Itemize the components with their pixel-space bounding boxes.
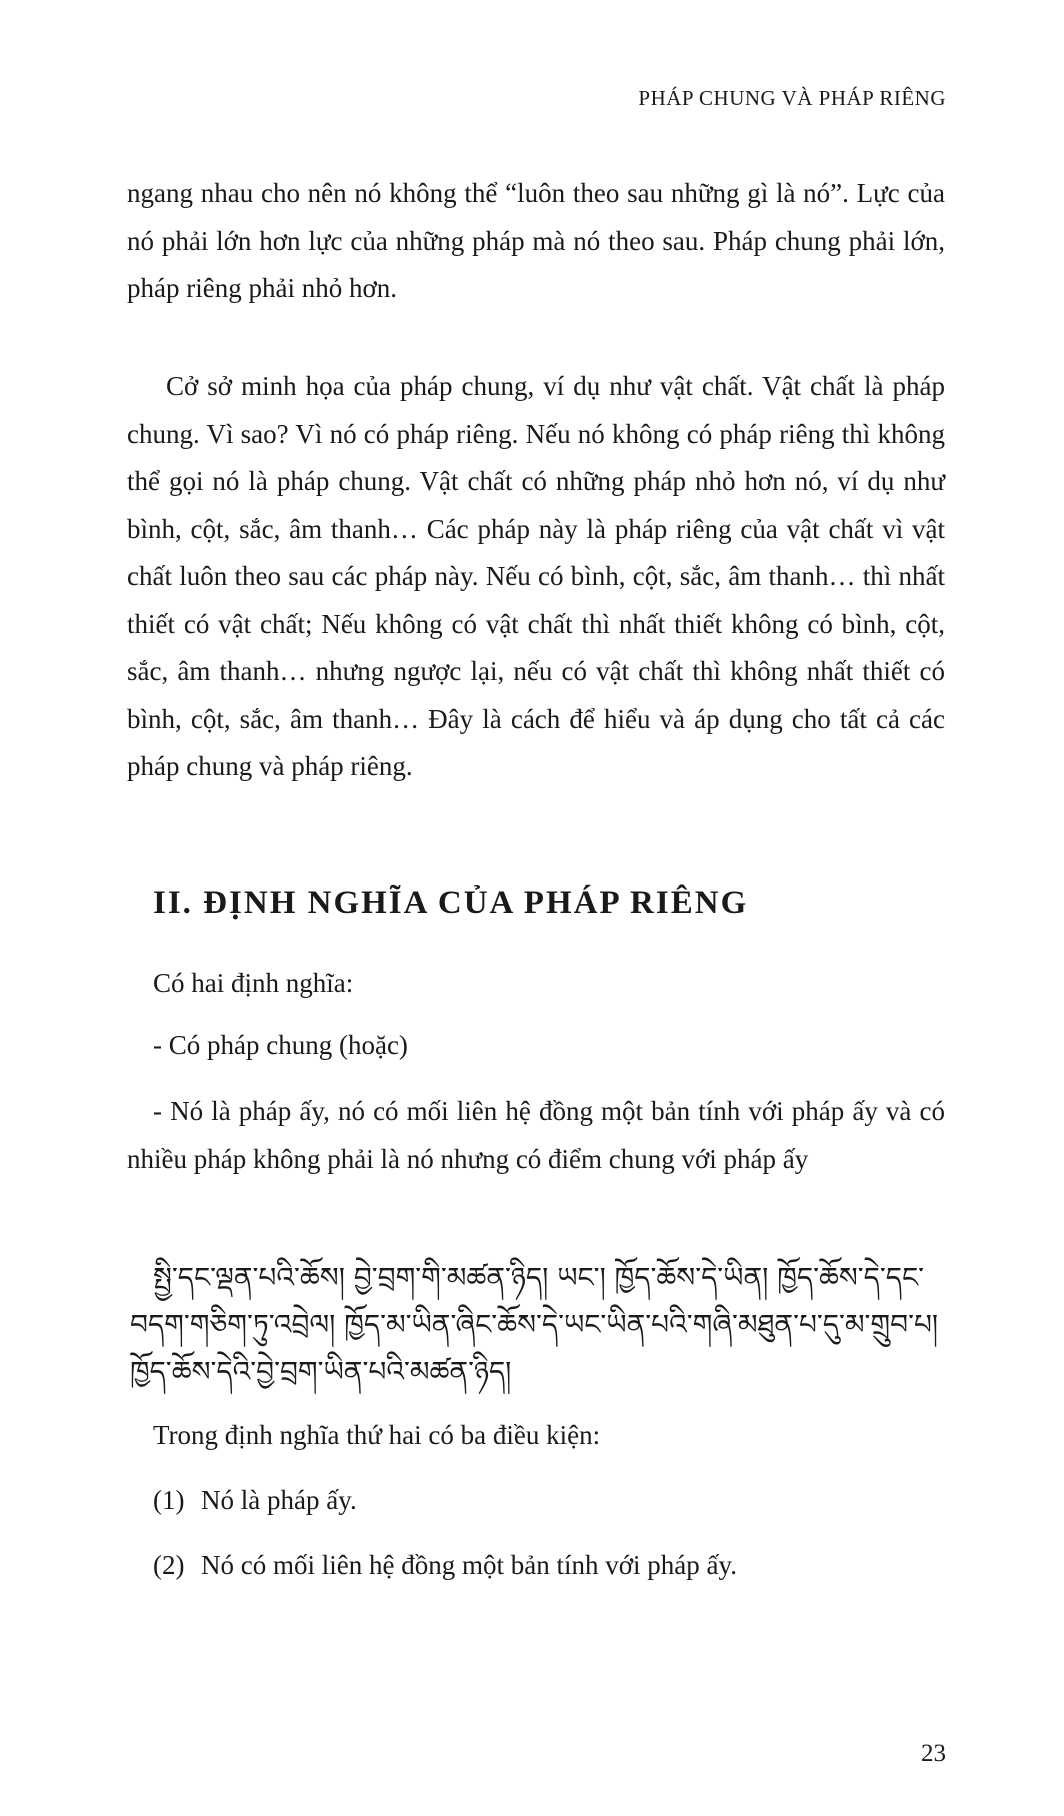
paragraph-text: Cở sở minh họa của pháp chung, ví dụ như vật chất. Vật chất là pháp chung. Vì sao? Vì nó có pháp riêng. Nếu nó không có pháp riêng thì không thể gọi nó là pháp chung. Vật chất có những pháp nhỏ hơn nó, ví dụ như bình, cột, sắc, âm thanh… Các pháp này là pháp riêng của vật chất vì vật chất luôn theo sau các pháp này. Nếu có bình, cột, sắc, âm thanh… thì nhất thiết có vật chất; Nếu không có vật chất thì nhất thiết không có bình, cột, sắc, âm thanh… nhưng ngược lại, nếu có vật chất thì không nhất thiết có bình, cột, sắc, âm thanh… Đây là cách để hiểu và áp dụng cho tất cả các pháp chung và pháp riêng. bbox=[127, 371, 945, 781]
condition-number: (1) bbox=[153, 1485, 185, 1515]
condition-number: (2) bbox=[153, 1550, 185, 1580]
condition-text: Nó có mối liên hệ đồng một bản tính với pháp ấy. bbox=[201, 1550, 737, 1580]
definition-item-1: - Có pháp chung (hoặc) bbox=[153, 1030, 408, 1060]
condition-item-2 bbox=[153, 1550, 737, 1581]
running-head: PHÁP CHUNG VÀ PHÁP RIÊNG bbox=[638, 86, 946, 110]
condition-text: Nó là pháp ấy. bbox=[201, 1485, 357, 1515]
tibetan-definition: སྤྱི་དང་ལྡན་པའི་ཆོས། བྱེ་བྲག་གི་མཚན་ཉིད། ཡང་། ཁྱོད་ཆོས་དེ་ཡིན། ཁྱོད་ཆོས་དེ་དང་བདག་གཅིག་ཏུ་འབྲེལ། ཁྱོད་མ་ཡིན་ཞིང་ཆོས་དེ་ཡང་ཡིན་པའི་གཞི་མཐུན་པ་དུ་མ་གྲུབ་པ། ཁྱོད་ཆོས་དེའི་བྱེ་བྲག་ཡིན་པའི་མཚན་ཉིད། bbox=[130, 1261, 939, 1388]
page-number: 23 bbox=[921, 1740, 946, 1767]
paragraph-example bbox=[127, 363, 945, 791]
definition-item-2: - Nó là pháp ấy, nó có mối liên hệ đồng một bản tính với pháp ấy và có nhiều pháp không phải là nó nhưng có điểm chung với pháp ấy bbox=[127, 1096, 945, 1174]
condition-item-1 bbox=[153, 1485, 357, 1516]
section-heading: II. ĐỊNH NGHĨA CỦA PHÁP RIÊNG bbox=[153, 885, 749, 921]
definition-intro: Có hai định nghĩa: bbox=[153, 968, 354, 998]
paragraph-continued bbox=[127, 170, 945, 313]
conditions-intro: Trong định nghĩa thứ hai có ba điều kiện: bbox=[153, 1420, 601, 1450]
paragraph-text: ngang nhau cho nên nó không thể “luôn theo sau những gì là nó”. Lực của nó phải lớn hơn lực của những pháp mà nó theo sau. Pháp chung phải lớn, pháp riêng phải nhỏ hơn. bbox=[127, 178, 945, 303]
